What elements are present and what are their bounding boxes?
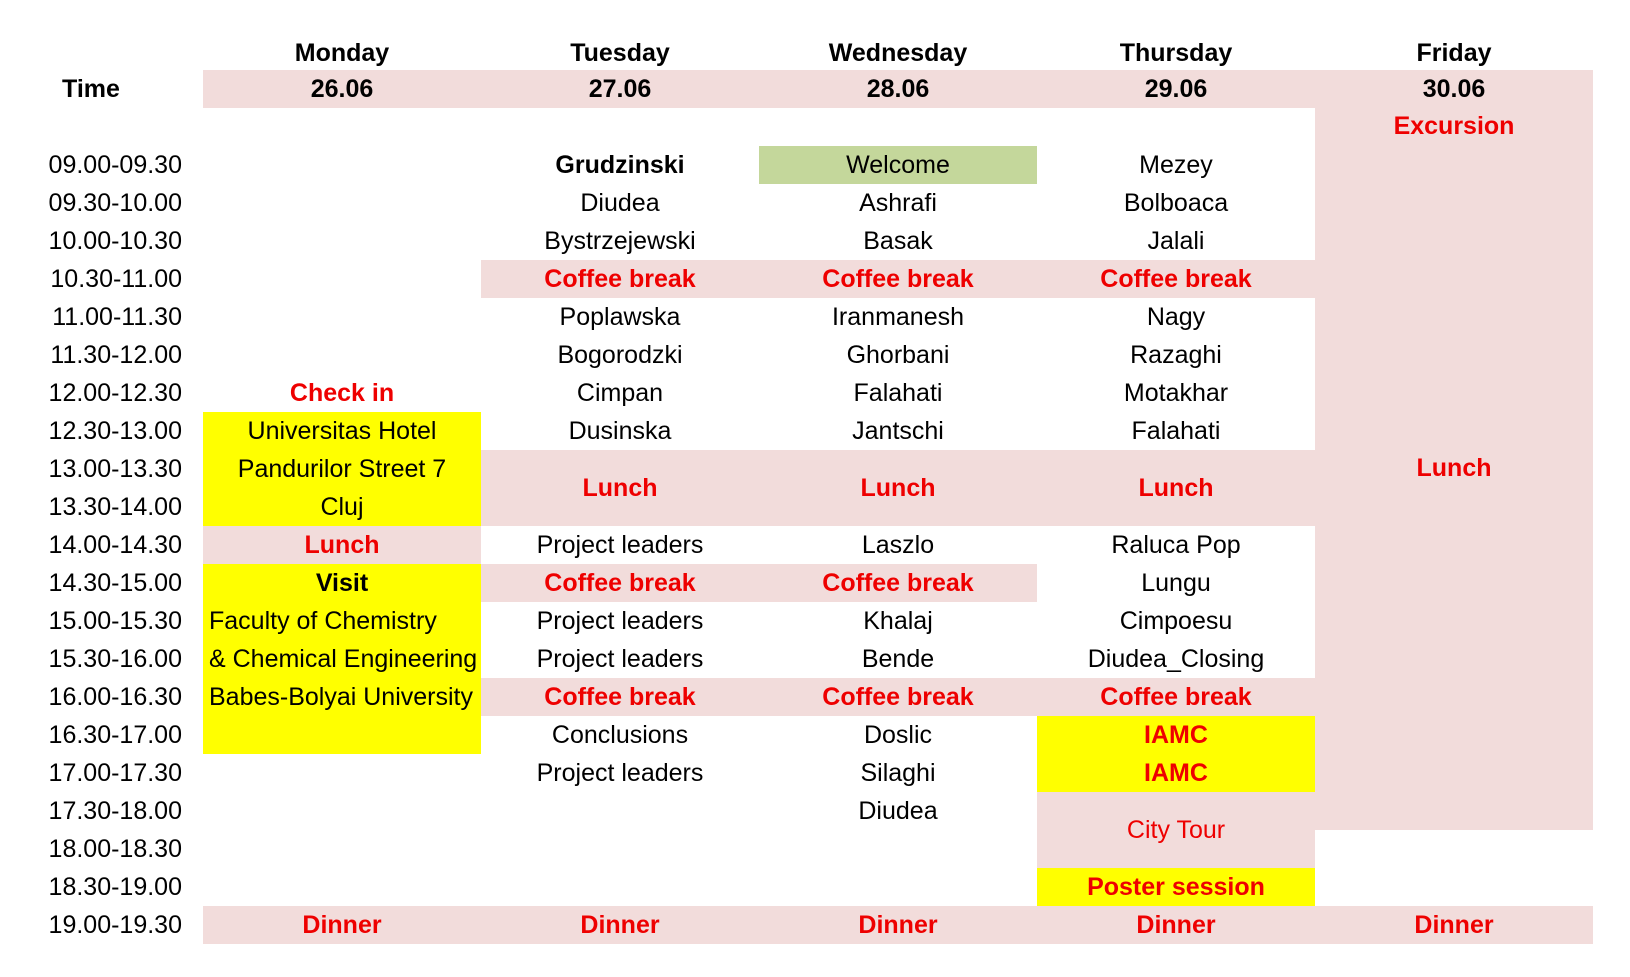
schedule-entry: Lunch bbox=[203, 526, 481, 564]
schedule-entry: Ghorbani bbox=[846, 340, 950, 369]
schedule-entry: IAMC bbox=[1037, 754, 1315, 792]
time-slot: 16.30-17.00 bbox=[48, 720, 182, 749]
schedule-entry: Conclusions bbox=[551, 720, 689, 749]
time-slot: 16.00-16.30 bbox=[48, 682, 182, 711]
time-slot: 11.00-11.30 bbox=[52, 302, 182, 331]
schedule-entry: Falahati bbox=[853, 378, 943, 407]
time-slot: 14.00-14.30 bbox=[48, 530, 182, 559]
time-slot: 18.30-19.00 bbox=[48, 872, 182, 901]
schedule-entry: Falahati bbox=[1131, 416, 1221, 445]
schedule-entry: Diudea_Closing bbox=[1087, 644, 1265, 673]
schedule-entry: Coffee break bbox=[1037, 678, 1315, 716]
time-slot: 18.00-18.30 bbox=[48, 834, 182, 863]
day-date-friday: 30.06 bbox=[1315, 70, 1593, 108]
time-header: Time bbox=[62, 74, 120, 103]
schedule-entry: Cimpoesu bbox=[1119, 606, 1233, 635]
time-slot: 19.00-19.30 bbox=[48, 910, 182, 939]
schedule-entry: Razaghi bbox=[1130, 340, 1222, 369]
day-date-wednesday: 28.06 bbox=[759, 70, 1037, 108]
schedule-entry: Dusinska bbox=[568, 416, 672, 445]
schedule-entry: Jalali bbox=[1147, 226, 1205, 255]
schedule-entry: Coffee break bbox=[1037, 260, 1315, 298]
schedule-entry: Welcome bbox=[759, 146, 1037, 184]
day-date-monday: 26.06 bbox=[203, 70, 481, 108]
schedule-entry: & Chemical Engineering bbox=[203, 640, 481, 678]
day-name-thursday: Thursday bbox=[1119, 38, 1233, 67]
schedule-entry: Coffee break bbox=[759, 564, 1037, 602]
schedule-entry: Coffee break bbox=[481, 564, 759, 602]
schedule-entry: Visit bbox=[203, 564, 481, 602]
time-slot: 15.30-16.00 bbox=[48, 644, 182, 673]
schedule-entry: Check in bbox=[289, 378, 395, 407]
day-name-friday: Friday bbox=[1416, 38, 1492, 67]
schedule-entry: Grudzinski bbox=[555, 150, 685, 179]
schedule-entry: IAMC bbox=[1037, 716, 1315, 754]
schedule-entry: Project leaders bbox=[536, 530, 704, 559]
schedule-entry: Bende bbox=[861, 644, 935, 673]
schedule-entry: Ashrafi bbox=[859, 188, 937, 217]
time-slot: 09.00-09.30 bbox=[48, 150, 182, 179]
time-slot: 10.30-11.00 bbox=[50, 264, 182, 293]
time-slot: 13.00-13.30 bbox=[48, 454, 182, 483]
schedule-entry: Faculty of Chemistry bbox=[203, 602, 481, 640]
schedule-entry: Project leaders bbox=[536, 606, 704, 635]
schedule-entry: Lunch bbox=[1037, 450, 1315, 526]
schedule-entry: Coffee break bbox=[759, 260, 1037, 298]
schedule-entry: Motakhar bbox=[1123, 378, 1229, 407]
schedule-entry: Coffee break bbox=[759, 678, 1037, 716]
schedule-entry: Dinner bbox=[759, 906, 1037, 944]
schedule-entry: Cluj bbox=[203, 488, 481, 526]
schedule-entry: Raluca Pop bbox=[1111, 530, 1241, 559]
schedule-entry: Pandurilor Street 7 bbox=[203, 450, 481, 488]
schedule-entry: City Tour bbox=[1037, 792, 1315, 868]
time-slot: 12.00-12.30 bbox=[48, 378, 182, 407]
day-date-tuesday: 27.06 bbox=[481, 70, 759, 108]
schedule-entry: Basak bbox=[863, 226, 933, 255]
schedule-entry: Laszlo bbox=[861, 530, 935, 559]
schedule-entry bbox=[203, 716, 481, 754]
time-slot: 15.00-15.30 bbox=[48, 606, 182, 635]
schedule-entry: Universitas Hotel bbox=[203, 412, 481, 450]
schedule-entry: Project leaders bbox=[536, 758, 704, 787]
schedule-entry: Dinner bbox=[203, 906, 481, 944]
time-slot: 17.30-18.00 bbox=[48, 796, 182, 825]
schedule-entry: Bystrzejewski bbox=[544, 226, 696, 255]
schedule-entry: Coffee break bbox=[481, 260, 759, 298]
schedule-entry: Jantschi bbox=[852, 416, 944, 445]
schedule-entry: Silaghi bbox=[860, 758, 936, 787]
time-slot: 17.00-17.30 bbox=[48, 758, 182, 787]
time-slot: 13.30-14.00 bbox=[48, 492, 182, 521]
schedule-entry: Lungu bbox=[1141, 568, 1211, 597]
schedule-entry: Mezey bbox=[1139, 150, 1213, 179]
schedule-entry: Cimpan bbox=[576, 378, 664, 407]
schedule-entry: Doslic bbox=[863, 720, 933, 749]
time-slot: 09.30-10.00 bbox=[48, 188, 182, 217]
day-date-thursday: 29.06 bbox=[1037, 70, 1315, 108]
schedule-entry: Diudea bbox=[858, 796, 938, 825]
schedule-entry: Bolboaca bbox=[1123, 188, 1229, 217]
schedule-entry: Dinner bbox=[481, 906, 759, 944]
schedule-entry: Dinner bbox=[1037, 906, 1315, 944]
schedule-entry: Poster session bbox=[1037, 868, 1315, 906]
schedule-entry: Project leaders bbox=[536, 644, 704, 673]
schedule-entry: Dinner bbox=[1315, 906, 1593, 944]
time-slot: 14.30-15.00 bbox=[48, 568, 182, 597]
day-name-tuesday: Tuesday bbox=[570, 38, 670, 67]
schedule-entry: Lunch bbox=[1315, 450, 1593, 830]
time-slot: 11.30-12.00 bbox=[50, 340, 182, 369]
schedule-entry: Iranmanesh bbox=[831, 302, 965, 331]
schedule-entry: Diudea bbox=[580, 188, 660, 217]
schedule-entry: Nagy bbox=[1146, 302, 1206, 331]
day-name-wednesday: Wednesday bbox=[828, 38, 968, 67]
schedule-entry: Bogorodzki bbox=[557, 340, 683, 369]
schedule-entry: Khalaj bbox=[863, 606, 933, 635]
schedule-entry: Lunch bbox=[759, 450, 1037, 526]
time-slot: 12.30-13.00 bbox=[48, 416, 182, 445]
schedule-entry: Babes-Bolyai University bbox=[203, 678, 481, 716]
schedule-entry: Coffee break bbox=[481, 678, 759, 716]
schedule-entry: Poplawska bbox=[559, 302, 681, 331]
time-slot: 10.00-10.30 bbox=[48, 226, 182, 255]
day-name-monday: Monday bbox=[294, 38, 390, 67]
schedule-entry: Excursion bbox=[1315, 108, 1593, 450]
schedule-entry: Lunch bbox=[481, 450, 759, 526]
